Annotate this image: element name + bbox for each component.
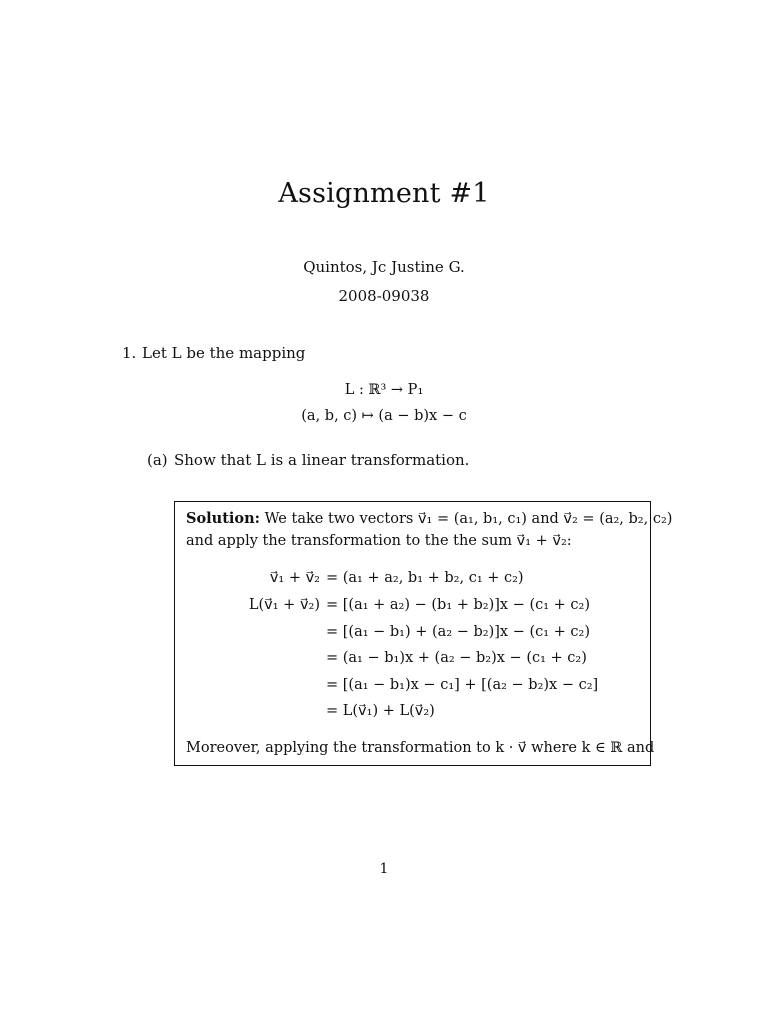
solution-closing: Moreover, applying the transformation to k · v⃗ where k ∈ ℝ and bbox=[186, 740, 655, 756]
equation-rhs: = L(v⃗₁) + L(v⃗₂) bbox=[326, 703, 435, 719]
solution-label: Solution: bbox=[186, 510, 260, 527]
problem-number: 1. bbox=[122, 344, 137, 362]
student-number: 2008-09038 bbox=[338, 287, 430, 305]
problem-intro: Let L be the mapping bbox=[142, 344, 306, 362]
author-name: Quintos, Jc Justine G. bbox=[303, 258, 465, 276]
page-number: 1 bbox=[379, 861, 389, 877]
solution-line-2: and apply the transformation to the the sum v⃗₁ + v⃗₂: bbox=[186, 533, 572, 549]
equation-lhs: v⃗₁ + v⃗₂ bbox=[269, 570, 320, 586]
part-a-label: (a) bbox=[147, 451, 168, 469]
equation-lhs: L(v⃗₁ + v⃗₂) bbox=[248, 597, 320, 613]
part-a-text: Show that L is a linear transformation. bbox=[174, 451, 470, 469]
equation-rhs: = [(a₁ − b₁)x − c₁] + [(a₂ − b₂)x − c₂] bbox=[326, 677, 599, 693]
document-title: Assignment #1 bbox=[278, 178, 490, 209]
equation-rhs: = [(a₁ + a₂) − (b₁ + b₂)]x − (c₁ + c₂) bbox=[326, 597, 591, 613]
mapping-line-2: (a, b, c) ↦ (a − b)x − c bbox=[301, 408, 467, 424]
solution-line-1 bbox=[186, 510, 672, 527]
solution-intro: We take two vectors v⃗₁ = (a₁, b₁, c₁) and v⃗₂ = (a₂, b₂, c₂) bbox=[264, 511, 673, 527]
equation-rhs: = (a₁ + a₂, b₁ + b₂, c₁ + c₂) bbox=[326, 570, 524, 586]
equation-rhs: = [(a₁ − b₁) + (a₂ − b₂)]x − (c₁ + c₂) bbox=[326, 624, 591, 640]
equation-rhs: = (a₁ − b₁)x + (a₂ − b₂)x − (c₁ + c₂) bbox=[326, 650, 587, 666]
mapping-line-1: L : ℝ³ → P₁ bbox=[344, 382, 424, 398]
